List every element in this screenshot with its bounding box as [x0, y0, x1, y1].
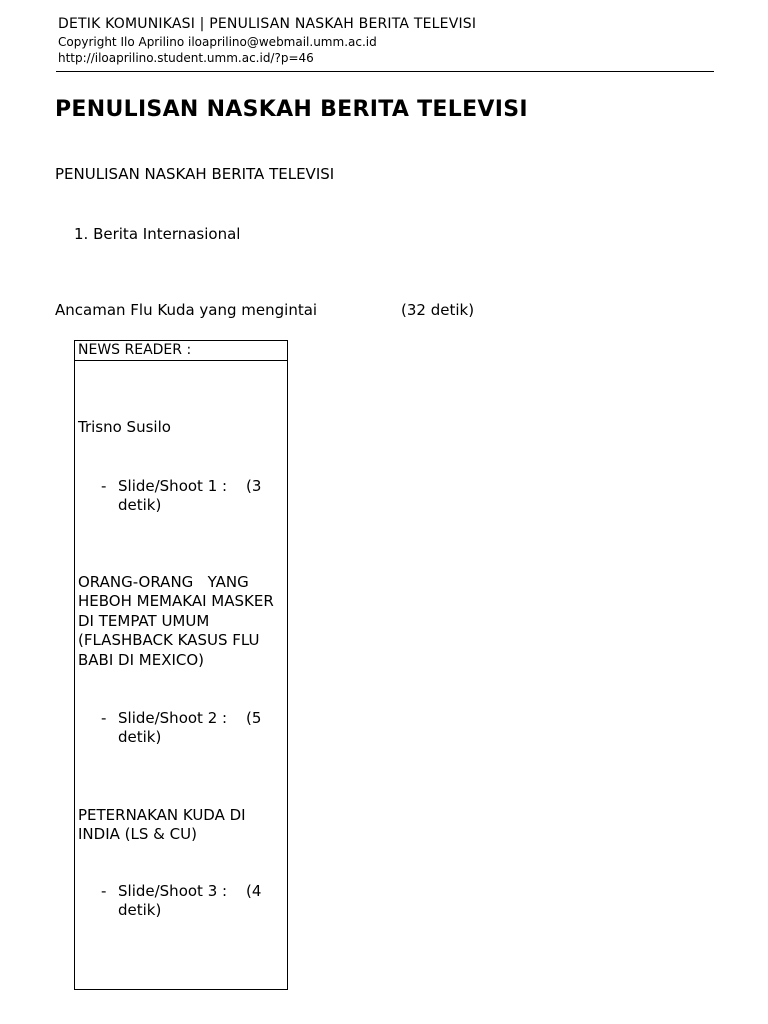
shot-duration-unit: detik) — [118, 728, 162, 747]
visual-line: ORANG-ORANG YANG — [78, 573, 249, 591]
shot-duration-unit: detik) — [118, 901, 162, 920]
shot-item-3 — [101, 882, 281, 922]
reader-name: Trisno Susilo — [78, 418, 171, 436]
story-duration: (32 detik) — [401, 301, 475, 319]
shot-dash: - — [101, 709, 107, 727]
visual-line: HEBOH MEMAKAI MASKER — [78, 592, 274, 611]
visual-line: (FLASHBACK KASUS FLU — [78, 631, 260, 650]
shot-duration-unit: detik) — [118, 496, 162, 515]
visual-line: PETERNAKAN KUDA DI — [78, 806, 246, 824]
shot-label: Slide/Shoot 2 : — [118, 709, 228, 727]
shot-item-1 — [101, 477, 281, 517]
running-header-url: http://iloaprilino.student.umm.ac.id/?p=46 — [58, 51, 314, 65]
shot-label: Slide/Shoot 3 : — [118, 882, 228, 900]
story-title: Ancaman Flu Kuda yang mengintai — [55, 301, 318, 319]
document-subtitle: PENULISAN NASKAH BERITA TELEVISI — [55, 165, 335, 183]
visual-description-2 — [78, 806, 284, 845]
news-script-box — [74, 340, 288, 990]
shot-duration: (3 — [246, 477, 262, 495]
shot-dash: - — [101, 477, 107, 495]
running-header-copyright: Copyright Ilo Aprilino iloaprilino@webmail.umm.ac.id — [58, 35, 377, 49]
shot-label: Slide/Shoot 1 : — [118, 477, 228, 495]
running-header-title: DETIK KOMUNIKASI | PENULISAN NASKAH BERITA TELEVISI — [58, 16, 477, 32]
visual-line: DI TEMPAT UMUM — [78, 611, 210, 630]
visual-line: BABI DI MEXICO) — [78, 650, 205, 669]
shot-duration: (5 — [246, 709, 262, 727]
shot-item-2 — [101, 709, 281, 749]
shot-duration: (4 — [246, 882, 262, 900]
shot-dash: - — [101, 882, 107, 900]
visual-description-1 — [78, 573, 284, 670]
header-divider — [56, 71, 714, 72]
news-reader-header: NEWS READER : — [75, 341, 287, 361]
visual-line: INDIA (LS & CU) — [78, 825, 197, 844]
list-item-berita-internasional: 1. Berita Internasional — [74, 225, 241, 243]
document-title: PENULISAN NASKAH BERITA TELEVISI — [55, 97, 528, 122]
